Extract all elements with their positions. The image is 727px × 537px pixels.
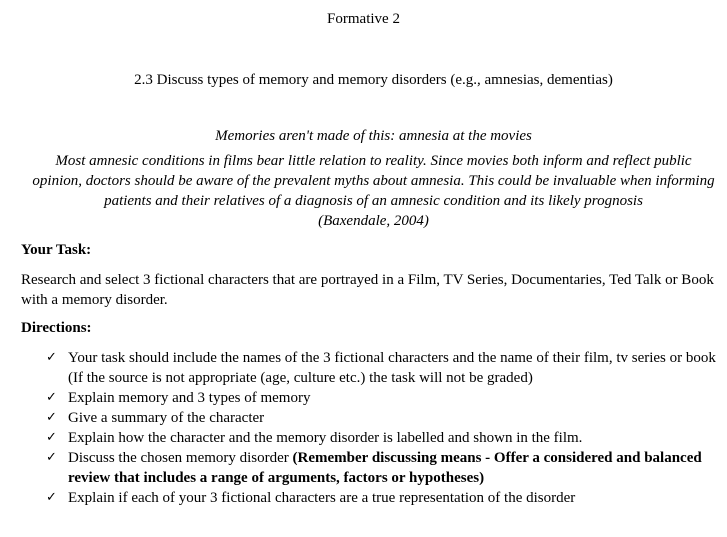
check-icon: ✓ xyxy=(46,490,57,505)
quote-citation: (Baxendale, 2004) xyxy=(318,213,429,229)
direction-item-text: Your task should include the names of the 3 fictional characters and the name of their film, tv series or book (If the source is not appropriate (age, culture etc.) the task will not be graded) xyxy=(68,350,716,386)
quote-body xyxy=(0,151,727,231)
direction-item-text: Explain how the character and the memory disorder is labelled and shown in the film. xyxy=(68,430,583,446)
task-heading: Your Task: xyxy=(21,242,92,258)
direction-item-text: Discuss the chosen memory disorder xyxy=(68,450,293,466)
direction-item xyxy=(46,488,716,508)
direction-item-text: Explain memory and 3 types of memory xyxy=(68,390,311,406)
check-icon: ✓ xyxy=(46,350,57,365)
direction-item xyxy=(46,348,716,388)
check-icon: ✓ xyxy=(46,410,57,425)
document-title: Formative 2 xyxy=(327,11,400,27)
quote-text: Most amnesic conditions in films bear little relation to reality. Since movies both inform and reflect public opinion, doctors should be aware of the prevalent myths about amnesia. This could be invaluable when informing patients and their relatives of a diagnosis of an amnesic condition and its likely prognosis xyxy=(32,153,715,209)
direction-item xyxy=(46,408,716,428)
check-icon: ✓ xyxy=(46,450,57,465)
direction-item-emphasis: (Remember discussing means - Offer a considered and balanced review that includes a range of arguments, factors or hypotheses) xyxy=(68,450,702,486)
quote-block xyxy=(0,126,727,231)
directions-list xyxy=(46,348,716,508)
document-subtitle: 2.3 Discuss types of memory and memory disorders (e.g., amnesias, dementias) xyxy=(134,72,613,88)
task-text: Research and select 3 fictional characters that are portrayed in a Film, TV Series, Documentaries, Ted Talk or Book with a memory disorder. xyxy=(21,272,714,308)
quote-title: Memories aren't made of this: amnesia at the movies xyxy=(215,128,532,144)
check-icon: ✓ xyxy=(46,390,57,405)
directions-heading: Directions: xyxy=(21,320,92,336)
direction-item-text: Give a summary of the character xyxy=(68,410,265,426)
direction-item xyxy=(46,388,716,408)
check-icon: ✓ xyxy=(46,430,57,445)
direction-item xyxy=(46,448,716,488)
direction-item-text: Explain if each of your 3 fictional characters are a true representation of the disorder xyxy=(68,490,576,506)
direction-item xyxy=(46,428,716,448)
